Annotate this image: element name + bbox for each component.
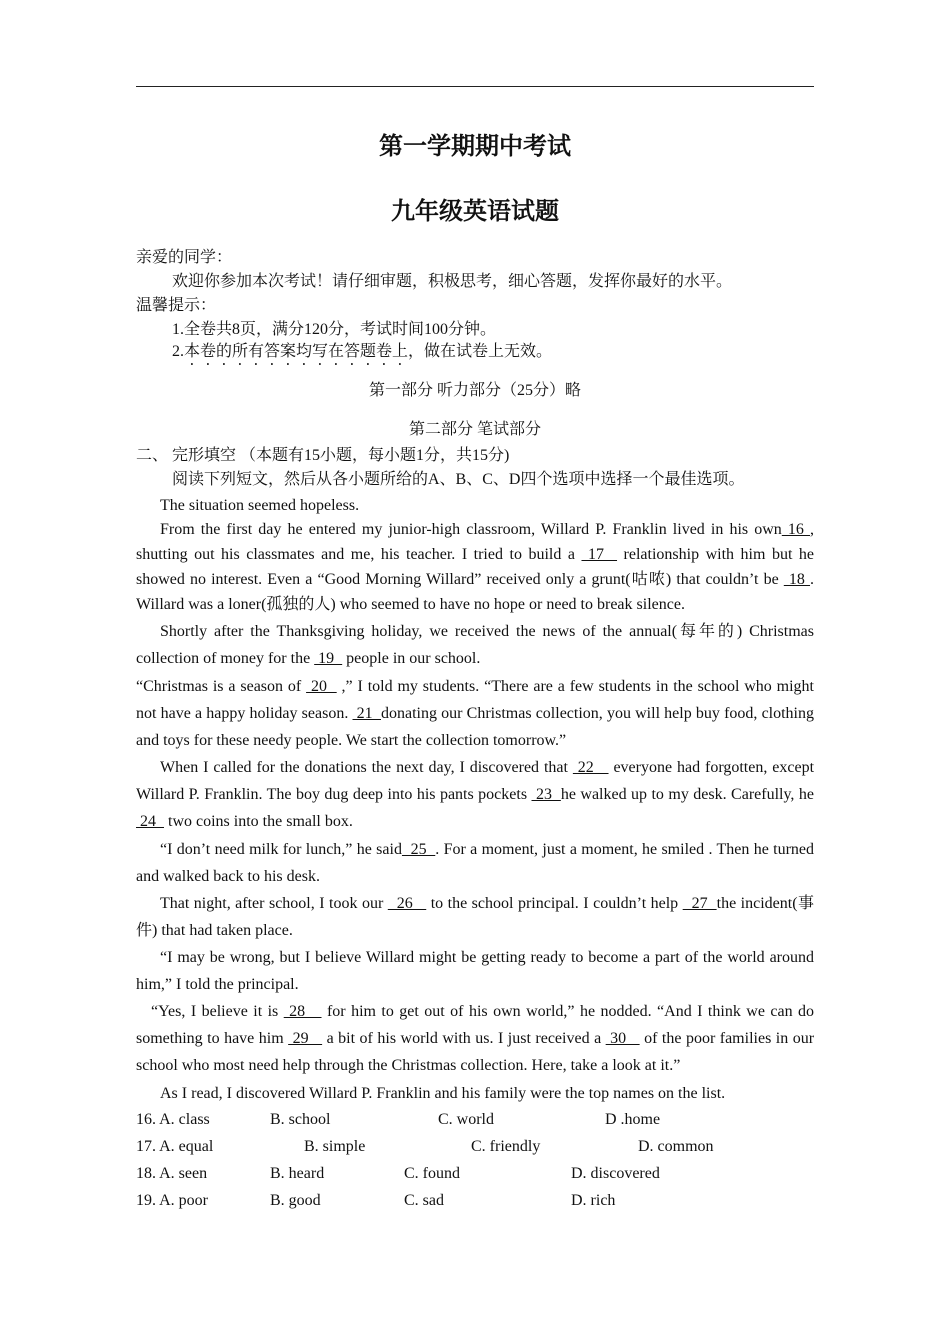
option-d: D .home	[605, 1111, 661, 1128]
passage-p0: The situation seemed hopeless.	[160, 497, 360, 514]
blank-25: 25	[401, 841, 436, 858]
blank-18: 18	[783, 571, 811, 588]
option-d: D. common	[638, 1138, 714, 1155]
header-rule	[136, 86, 814, 87]
passage-p1: From the first day he entered my junior-high classroom, Willard P. Franklin lived in his own 16 , shutting out his classmates and me, his teacher. I tried to build a 17 relationship with him but he showed no interest. Even a “Good Morning Willard” received only a grunt(咕哝) that couldn’t be 18 . Willard was a loner(孤独的人) who seemed to have no hope or need to break silence.	[136, 521, 815, 613]
option-c: C. world	[438, 1111, 494, 1128]
question-19	[136, 1192, 814, 1214]
question-16	[136, 1111, 814, 1133]
option-b: B. good	[270, 1192, 321, 1209]
blank-28: 28	[283, 1003, 322, 1020]
blank-27: 27	[682, 895, 717, 912]
passage-p9: As I read, I discovered Willard P. Franklin and his family were the top names on the list.	[160, 1085, 726, 1102]
cloze-heading: 二、 完形填空 （本题有15小题，每小题1分，共15分)	[136, 447, 510, 464]
option-c: C. found	[404, 1165, 460, 1182]
question-18	[136, 1165, 814, 1187]
tip-2-rest: ，做在试卷上无效。	[408, 343, 553, 360]
tip-1: 1.全卷共8页，满分120分，考试时间100分钟。	[172, 321, 497, 338]
option-d: D. rich	[571, 1192, 616, 1209]
tip-2-emphasis: 本卷的所有答案均写在答题卷上	[184, 343, 409, 360]
blank-20: 20	[306, 678, 337, 695]
passage-p5: “I don’t need milk for lunch,” he said 25 . For a moment, just a moment, he smiled . Then he turned and walked back to his desk.	[136, 841, 815, 885]
blank-16: 16	[781, 521, 811, 538]
option-a: 16. A. class	[136, 1111, 210, 1128]
option-d: D. discovered	[571, 1165, 660, 1182]
question-17	[136, 1138, 814, 1160]
blank-22: 22	[572, 759, 609, 776]
blank-29: 29	[288, 1030, 323, 1047]
blank-19: 19	[314, 650, 343, 667]
blank-23: 23	[531, 786, 561, 803]
exam-title: 第一学期期中考试	[379, 132, 571, 160]
part2-heading: 第二部分 笔试部分	[408, 421, 541, 438]
tips-label: 温馨提示：	[136, 297, 217, 314]
passage-p4: When I called for the donations the next day, I discovered that 22 everyone had forgotten, except Willard P. Franklin. The boy dug deep into his pants pockets 23 he walked up to my desk. Carefully, he 24 two coins into the small box.	[136, 759, 815, 830]
blank-17: 17	[581, 546, 618, 563]
option-b: B. simple	[304, 1138, 366, 1155]
option-a: 19. A. poor	[136, 1192, 208, 1209]
welcome-text: 欢迎你参加本次考试！请仔细审题，积极思考，细心答题，发挥你最好的水平。	[172, 273, 733, 290]
exam-subtitle: 九年级英语试题	[391, 197, 559, 225]
passage-p8: “Yes, I believe it is 28 for him to get out of his own world,” he nodded. “And I think we can do something to have him 29 a bit of his world with us. I just received a 30 of the poor families in our school who most need help through the Christmas collection. Here, take a look at it.”	[136, 1003, 815, 1074]
tip-2-number: 2.	[172, 343, 184, 360]
passage-p2: Shortly after the Thanksgiving holiday, we received the news of the annual(每年的) Christmas collection of money for the 19 people in our school.	[136, 623, 814, 667]
blank-26: 26	[387, 895, 427, 912]
option-a: 17. A. equal	[136, 1138, 214, 1155]
cloze-instruction: 阅读下列短文，然后从各小题所给的A、B、C、D四个选项中选择一个最佳选项。	[172, 471, 745, 488]
passage-p6: That night, after school, I took our 26 to the school principal. I couldn’t help 27 the incident(事件) that had taken place.	[136, 895, 815, 939]
passage-p7: “I may be wrong, but I believe Willard might be getting ready to become a part of the world around him,” I told the principal.	[136, 949, 814, 993]
part1-heading: 第一部分 听力部分（25分）略	[368, 382, 581, 399]
option-b: B. school	[270, 1111, 331, 1128]
option-c: C. friendly	[471, 1138, 541, 1155]
passage-p3: “Christmas is a season of 20 ,” I told my students. “There are a few students in the school who might not have a happy holiday season. 21 donating our Christmas collection, you will help buy food, clothing and toys for these needy people. We start the collection tomorrow.”	[136, 678, 815, 749]
greeting: 亲爱的同学：	[136, 249, 233, 266]
blank-24: 24	[136, 813, 164, 830]
blank-21: 21	[352, 705, 381, 722]
tip-2	[136, 342, 850, 369]
option-a: 18. A. seen	[136, 1165, 208, 1182]
blank-30: 30	[605, 1030, 640, 1047]
option-b: B. heard	[270, 1165, 325, 1182]
option-c: C. sad	[404, 1192, 444, 1209]
